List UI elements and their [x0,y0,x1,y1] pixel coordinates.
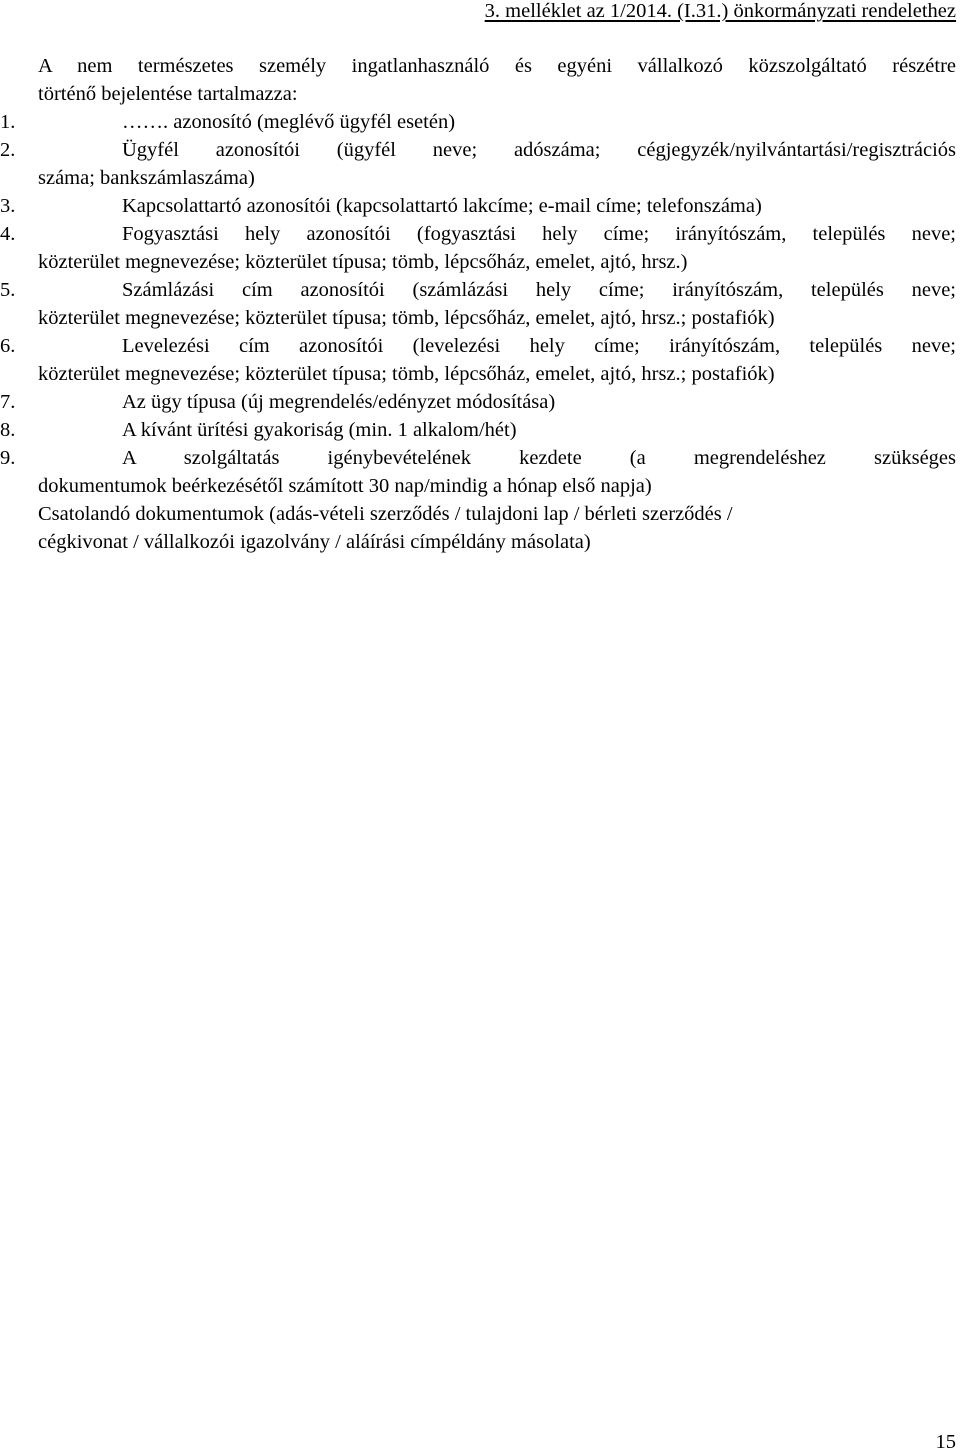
list-item-text-continued: közterület megnevezése; közterület típusa; tömb, lépcsőház, emelet, ajtó, hrsz.) [38,251,688,273]
list-item [0,332,956,388]
list-item [0,108,956,136]
list-item-number: 9. [0,447,16,469]
list-item-number: 1. [0,111,16,133]
list-item-text: Ügyfél azonosítói (ügyfél neve; adószáma; cégjegyzék/nyilvántartási/regisztrációs [122,139,956,161]
list-item-text-continued: száma; bankszámlaszáma) [38,167,255,189]
list-item [0,136,956,192]
document-body [0,52,956,556]
intro-paragraph [38,52,956,108]
list-item-text: ……. azonosító (meglévő ügyfél esetén) [122,111,456,133]
list-item [0,416,956,444]
list-item-number: 3. [0,195,16,217]
list-item-text: Számlázási cím azonosítói (számlázási hely címe; irányítószám, település neve; [122,279,956,301]
list-item-text: Fogyasztási hely azonosítói (fogyasztási hely címe; irányítószám, település neve; [122,223,956,245]
list-item-text: A szolgáltatás igénybevételének kezdete (a megrendeléshez szükséges [122,447,956,469]
list-item [0,192,956,220]
attachments-line-1: Csatolandó dokumentumok (adás-vételi szerződés / tulajdoni lap / bérleti szerződés / [38,503,733,525]
numbered-list [0,108,956,500]
list-item [0,220,956,276]
list-item-text: Az ügy típusa (új megrendelés/edényzet módosítása) [122,391,556,413]
list-item [0,444,956,500]
list-item-text-continued: dokumentumok beérkezésétől számított 30 nap/mindig a hónap első napja) [38,475,652,497]
annex-title: 3. melléklet az 1/2014. (I.31.) önkormányzati rendelethez [484,0,956,22]
list-item-number: 8. [0,419,16,441]
attachments-paragraph [38,500,956,556]
list-item-text-continued: közterület megnevezése; közterület típusa; tömb, lépcsőház, emelet, ajtó, hrsz.; postafiók) [38,363,775,385]
list-item-number: 2. [0,139,16,161]
list-item-number: 5. [0,279,16,301]
list-item-text: Levelezési cím azonosítói (levelezési hely címe; irányítószám, település neve; [122,335,956,357]
list-item [0,388,956,416]
list-item-text-continued: közterület megnevezése; közterület típusa; tömb, lépcsőház, emelet, ajtó, hrsz.; postafiók) [38,307,775,329]
list-item-text: Kapcsolattartó azonosítói (kapcsolattartó lakcíme; e-mail címe; telefonszáma) [122,195,762,217]
list-item-text: A kívánt ürítési gyakoriság (min. 1 alkalom/hét) [122,419,517,441]
page-number: 15 [935,1431,956,1453]
intro-line-2: történő bejelentése tartalmazza: [38,83,298,105]
list-item-number: 4. [0,223,16,245]
list-item-number: 7. [0,391,16,413]
list-item [0,276,956,332]
list-item-number: 6. [0,335,16,357]
attachments-line-2: cégkivonat / vállalkozói igazolvány / aláírási címpéldány másolata) [38,531,591,553]
intro-line-1: A nem természetes személy ingatlanhasználó és egyéni vállalkozó közszolgáltató részétre [38,55,956,77]
